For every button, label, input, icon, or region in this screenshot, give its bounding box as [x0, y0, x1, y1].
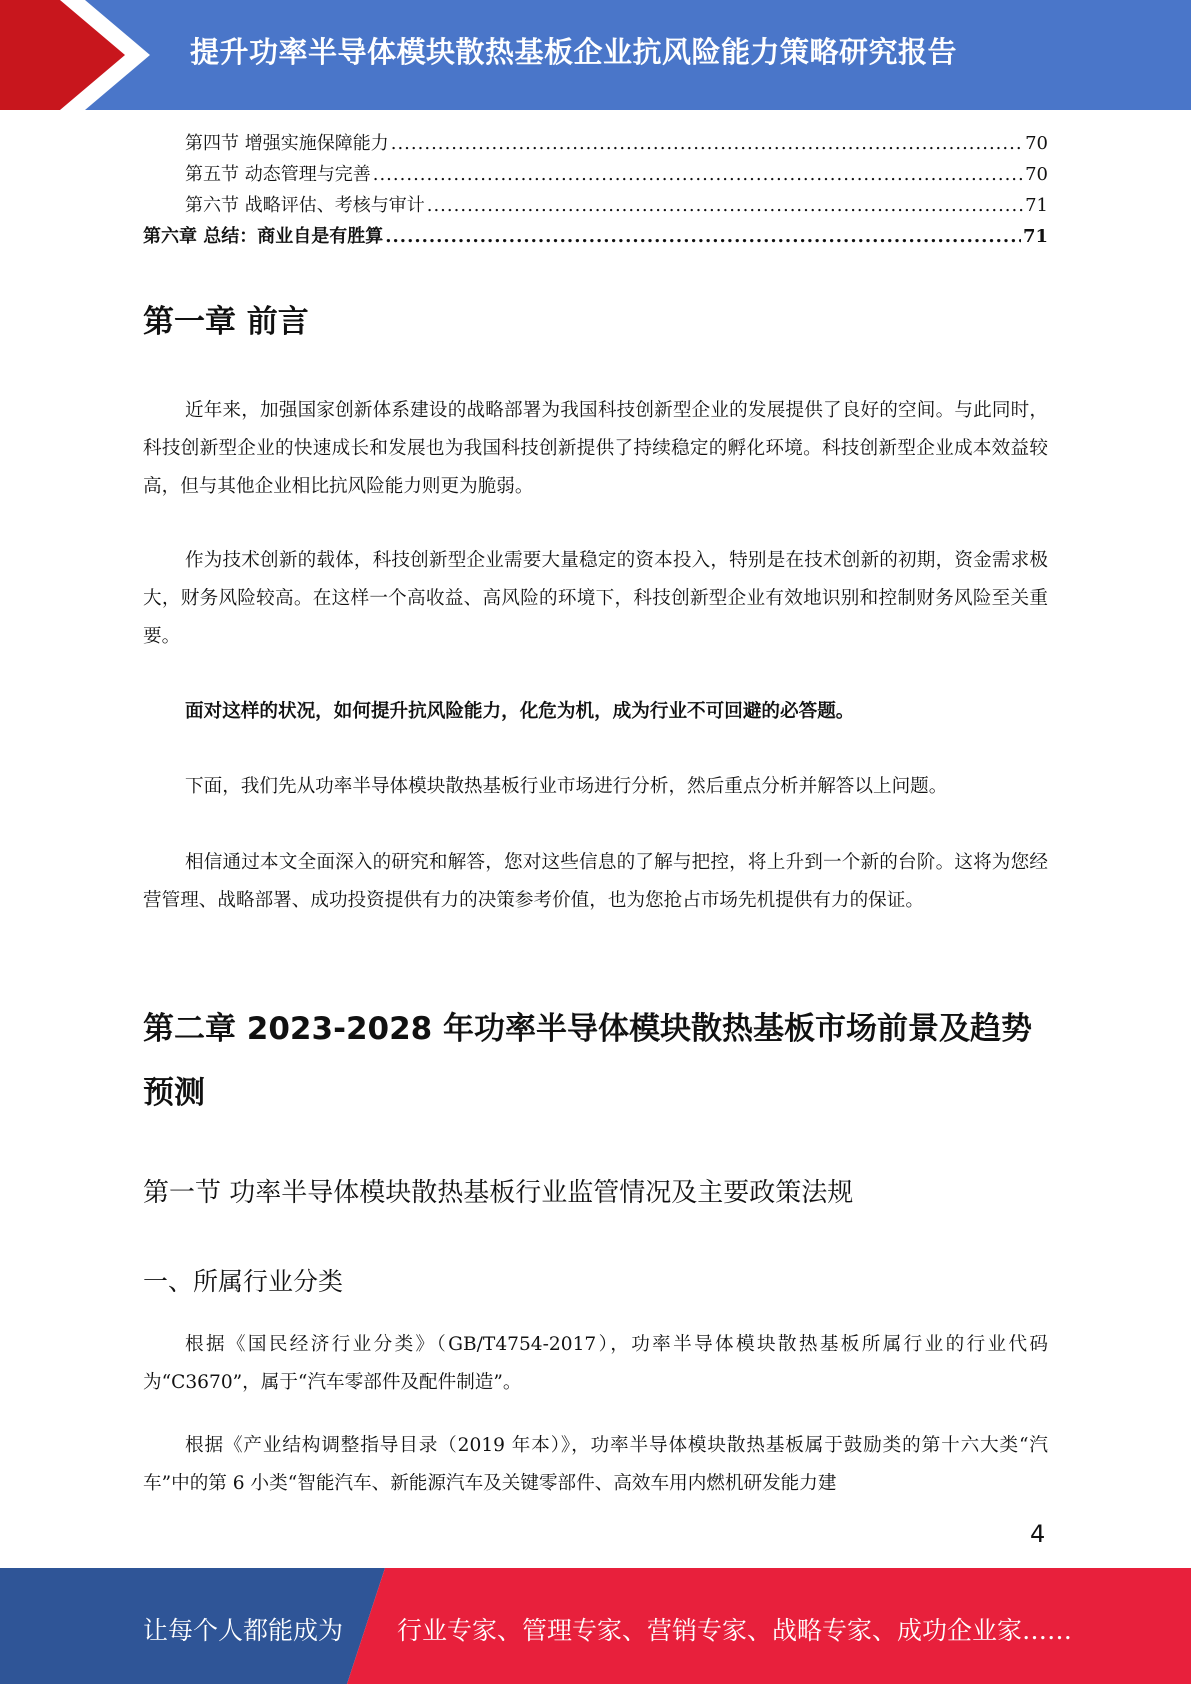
toc-leader-dots — [385, 221, 1021, 252]
toc-entry-label: 第五节 动态管理与完善 — [185, 164, 371, 185]
toc-leader-dots — [427, 190, 1023, 221]
footer-slogan-right: 行业专家、管理专家、营销专家、战略专家、成功企业家…… — [397, 1616, 1073, 1645]
toc-entry-page: 70 — [1025, 164, 1048, 185]
paragraph: 作为技术创新的载体，科技创新型企业需要大量稳定的资本投入，特别是在技术创新的初期，资金需求极大，财务风险较高。在这样一个高收益、高风险的环境下，科技创新型企业有效地识别和控制财务风险至关重要。 — [143, 550, 1048, 647]
header-title: 提升功率半导体模块散热基板企业抗风险能力策略研究报告 — [190, 35, 958, 69]
paragraph: 相信通过本文全面深入的研究和解答，您对这些信息的了解与把控，将上升到一个新的台阶。这将为您经营管理、战略部署、成功投资提供有力的决策参考价值，也为您抢占市场先机提供有力的保证。 — [143, 852, 1048, 911]
footer-slogan-left: 让每个人都能成为 — [143, 1616, 344, 1645]
page-footer — [0, 1568, 1191, 1684]
toc-entry[interactable] — [143, 128, 1048, 159]
toc-entry[interactable] — [143, 159, 1048, 190]
paragraph: 根据《国民经济行业分类》（GB/T4754-2017），功率半导体模块散热基板所属行业的行业代码为“C3670”，属于“汽车零部件及配件制造”。 — [143, 1334, 1048, 1393]
paragraph: 根据《产业结构调整指导目录（2019 年本）》，功率半导体模块散热基板属于鼓励类的第十六大类“汽车”中的第 6 小类“智能汽车、新能源汽车及关键零部件、高效车用内燃机研发能力建 — [143, 1435, 1048, 1494]
toc-entry-chapter[interactable] — [143, 221, 1048, 252]
toc-entry-label: 第六章 总结：商业自是有胜算 — [143, 226, 384, 247]
subsection-heading: 一、所属行业分类 — [143, 1267, 344, 1296]
paragraph-emphasis: 面对这样的状况，如何提升抗风险能力，化危为机，成为行业不可回避的必答题。 — [185, 701, 855, 722]
table-of-contents — [143, 128, 1048, 252]
toc-entry-label: 第六节 战略评估、考核与审计 — [185, 195, 425, 216]
toc-entry-page: 70 — [1025, 133, 1048, 154]
toc-entry-label: 第四节 增强实施保障能力 — [185, 133, 389, 154]
paragraph: 近年来，加强国家创新体系建设的战略部署为我国科技创新型企业的发展提供了良好的空间。与此同时，科技创新型企业的快速成长和发展也为我国科技创新提供了持续稳定的孵化环境。科技创新型企业成本效益较高，但与其他企业相比抗风险能力则更为脆弱。 — [143, 400, 1048, 497]
toc-entry-page: 71 — [1022, 226, 1048, 247]
toc-entry-page: 71 — [1025, 195, 1048, 216]
page-number: 4 — [1030, 1520, 1046, 1548]
toc-entry[interactable] — [143, 190, 1048, 221]
paragraph: 下面，我们先从功率半导体模块散热基板行业市场进行分析，然后重点分析并解答以上问题。 — [185, 776, 948, 797]
page-header — [0, 0, 1191, 110]
toc-leader-dots — [373, 159, 1023, 190]
chapter-2-heading: 第二章 2023-2028 年功率半导体模块散热基板市场前景及趋势预测 — [143, 1011, 1033, 1111]
chapter-1-heading: 第一章 前言 — [143, 304, 309, 340]
toc-leader-dots — [391, 128, 1023, 159]
header-red-chevron — [0, 0, 145, 110]
section-1-heading: 第一节 功率半导体模块散热基板行业监管情况及主要政策法规 — [143, 1178, 854, 1208]
